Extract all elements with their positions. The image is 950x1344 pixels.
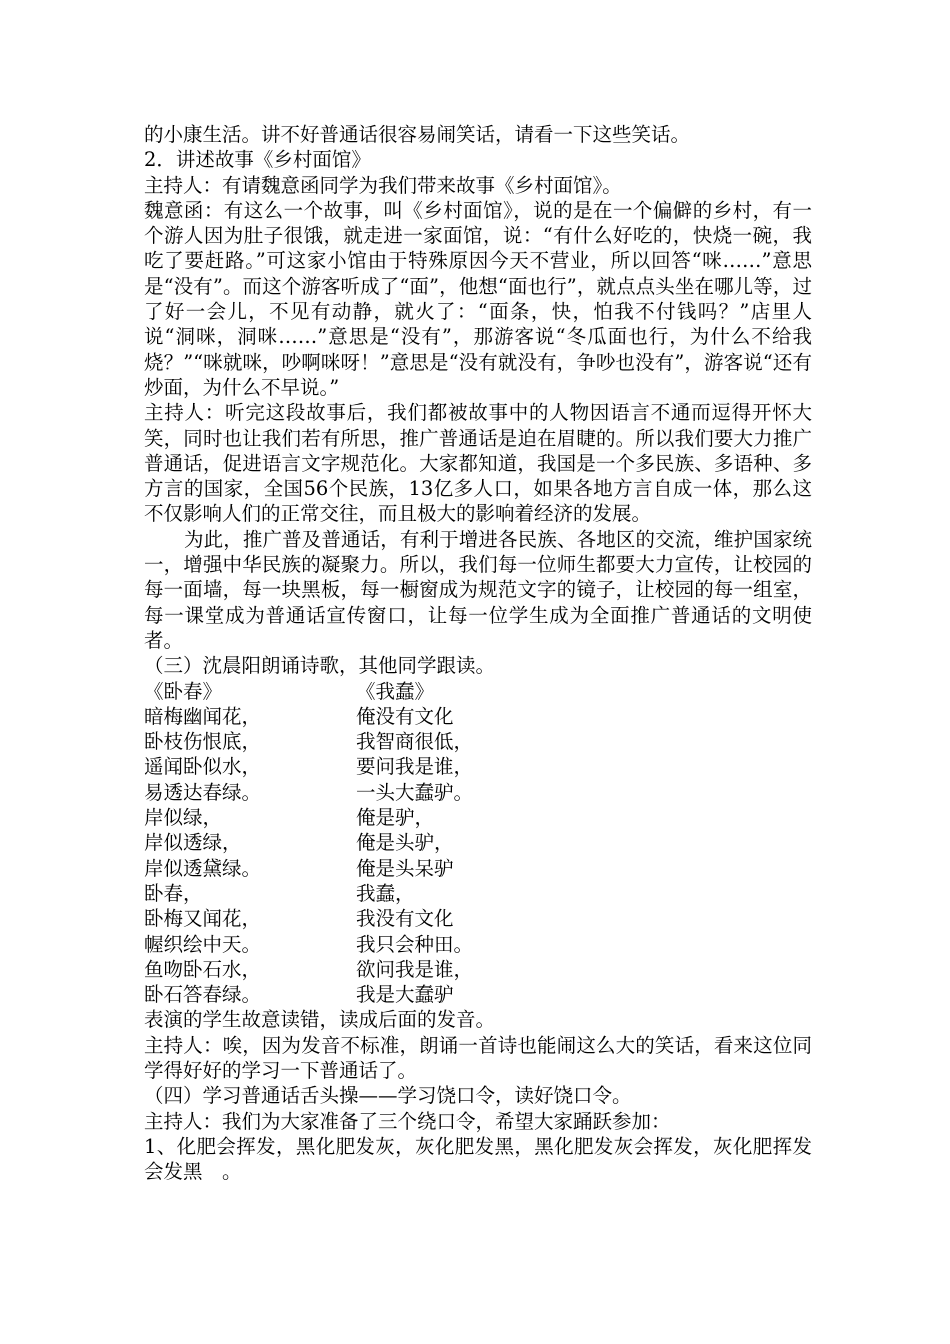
poem-titles (144, 679, 812, 704)
poem-right-line: 我没有文化 (356, 907, 454, 931)
poem-left-line: 遥闻卧似水， (144, 755, 262, 779)
poem-left-line: 岸似透黛绿。 (144, 856, 262, 880)
poem-left-line: 幄织绘中天。 (144, 932, 262, 956)
poem-left-line: 岸似绿， (144, 806, 223, 830)
poem-line (144, 704, 812, 729)
poem-right-line: 俺是驴， (356, 806, 435, 830)
poem-line (144, 932, 812, 957)
heading-story: 2．讲述故事《乡村面馆》 (144, 148, 371, 172)
poem-line (144, 830, 812, 855)
poem-left-line: 鱼吻卧石水， (144, 957, 262, 981)
poem-line (144, 982, 812, 1007)
poem-left-line: 卧石答春绿。 (144, 983, 262, 1007)
paragraph-promote: 为此，推广普及普通话，有利于增进各民族、各地区的交流，维护国家统一，增强中华民族的凝聚力。所以，我们每一位师生都要大力宣传，让校园的每一面墙，每一块黑板，每一橱窗成为规范文字的镜子，让校园的每一组室，每一课堂成为普通话宣传窗口，让每一位学生成为全面推广普通话的文明使者。 (144, 527, 812, 652)
poem-right-line: 欲问我是谁， (356, 957, 474, 981)
paragraph-performance-note: 表演的学生故意读错，读成后面的发音。 (144, 1008, 496, 1032)
poem-left-title: 《卧春》 (144, 679, 223, 703)
document-body (144, 122, 812, 1184)
poem-left-line: 卧春， (144, 881, 203, 905)
heading-section-four: （四）学习普通话舌头操——学习饶口令，读好饶口令。 (144, 1084, 632, 1108)
poem-line (144, 881, 812, 906)
poem-line (144, 906, 812, 931)
paragraph-tongue-twister-1: 1、化肥会挥发，黑化肥发灰，灰化肥发黑，黑化肥发灰会挥发，灰化肥挥发会发黑 。 (144, 1134, 812, 1184)
poem-right-line: 俺是头呆驴 (356, 856, 454, 880)
poem-right-line: 我只会种田。 (356, 932, 474, 956)
poem-right-line: 要问我是谁， (356, 755, 474, 779)
poem-right-line: 俺是头驴， (356, 831, 454, 855)
poem-line (144, 780, 812, 805)
poem-line (144, 805, 812, 830)
paragraph-host-invite: 主持人：有请魏意函同学为我们带来故事《乡村面馆》。 (144, 173, 622, 197)
poem-left-line: 易透达春绿。 (144, 780, 262, 804)
paragraph-intro-end: 的小康生活。讲不好普通话很容易闹笑话，请看一下这些笑话。 (144, 123, 691, 146)
poem-right-line: 一头大蠢驴。 (356, 780, 474, 804)
poem-left-line: 卧枝伤恨底， (144, 730, 262, 754)
paragraph-story: 魏意函：有这么一个故事，叫《乡村面馆》，说的是在一个偏僻的乡村，有一个游人因为肚子很饿，就走进一家面馆，说：“有什么好吃的，快烧一碗，我吃了要赶路。”可这家小馆由于特殊原因今天不营业，所以回答“咪……”意思是“没有”。而这个游客听成了“面”，他想“面也行”，就点点头坐在哪儿等，过了好一会儿，不见有动静，就火了：“面条，快，怕我不付钱吗？”店里人说“洞咪，洞咪……”意思是“没有”，那游客说“冬瓜面也行，为什么不给我烧？”“咪就咪，吵啊咪呀！”意思是“没有就没有，争吵也没有”，游客说“还有炒面，为什么不早说。” (144, 198, 812, 399)
poem-right-line: 我是大蠢驴 (356, 983, 454, 1007)
paragraph-host-comment: 主持人：听完这段故事后，我们都被故事中的人物因语言不通而逗得开怀大笑，同时也让我们若有所思，推广普通话是迫在眉睫的。所以我们要大力推广普通话，促进语言文字规范化。大家都知道，我国是一个多民族、多语种、多方言的国家，全国56个民族，13亿多人口，如果各地方言自成一体，那么这不仅影响人们的正常交往，而且极大的影响着经济的发展。 (144, 401, 812, 526)
poem-line (144, 754, 812, 779)
poem-line (144, 729, 812, 754)
paragraph-tongue-twister-intro: 主持人：我们为大家准备了三个绕口令，希望大家踊跃参加： (144, 1109, 671, 1133)
poem-right-line: 我蠢， (356, 881, 415, 905)
poem-right-line: 俺没有文化 (356, 704, 454, 728)
poem-line (144, 856, 812, 881)
poem-left-line: 卧梅又闻花， (144, 907, 262, 931)
paragraph-host-remark: 主持人：唉，因为发音不标准，朗诵一首诗也能闹这么大的笑话，看来这位同学得好好的学习一下普通话了。 (144, 1033, 812, 1082)
poem-right-title: 《我蠢》 (356, 679, 435, 703)
poem-comparison (144, 679, 812, 1008)
heading-section-three: （三）沈晨阳朗诵诗歌，其他同学跟读。 (144, 654, 496, 678)
poem-left-line: 岸似透绿， (144, 831, 242, 855)
poem-left-line: 暗梅幽闻花， (144, 704, 262, 728)
poem-right-line: 我智商很低， (356, 730, 474, 754)
poem-line (144, 957, 812, 982)
